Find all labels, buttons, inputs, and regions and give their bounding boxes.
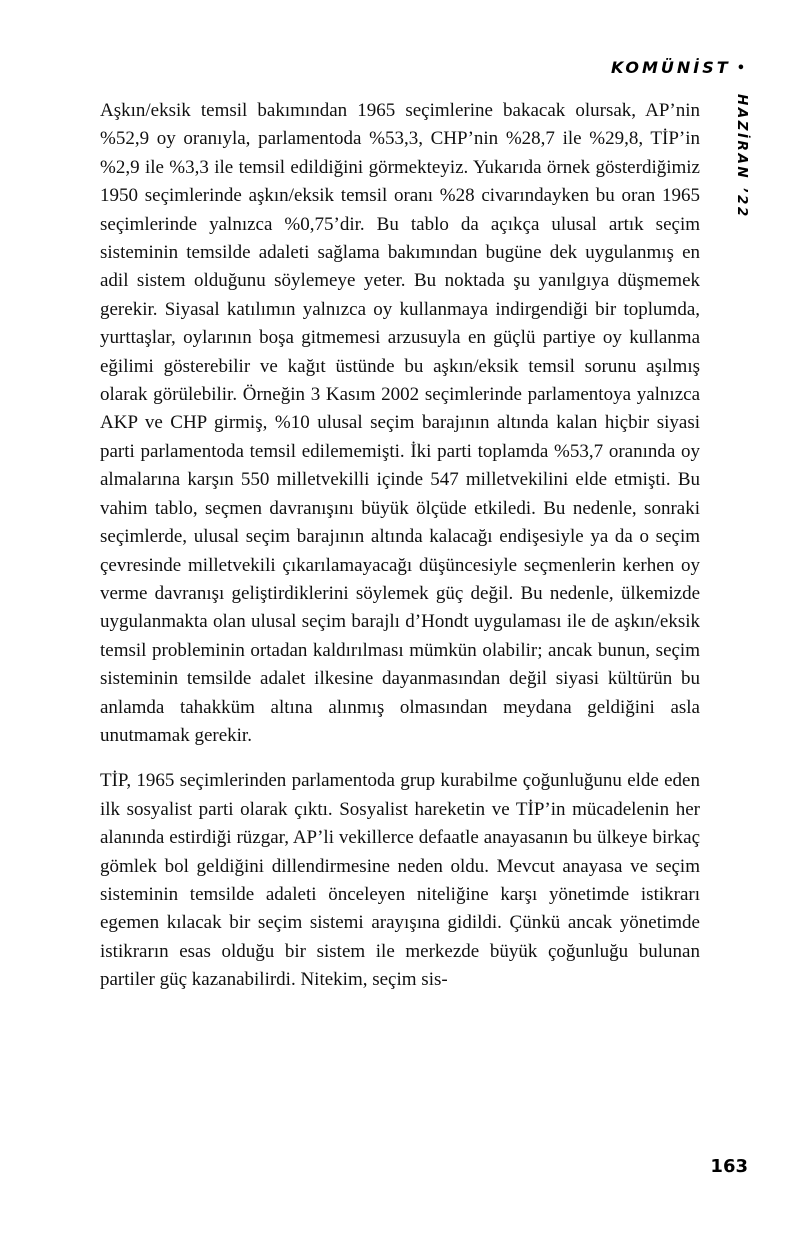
- page-number: 163: [710, 1156, 748, 1177]
- page-body-text: [100, 97, 700, 995]
- body-paragraph-1: Aşkın/eksik temsil bakımından 1965 seçimlerine bakacak olursak, AP’nin %52,9 oy oranıyla, parlamentoda %53,3, CHP’nin %28,7 ile %29,8, TİP’in %2,9 ile %3,3 ile temsil edildiğini görmekteyiz. Yukarıda örnek gösterdiğimiz 1950 seçimlerinde aşkın/eksik temsil oranı %28 civarındayken bu oran 1965 seçimlerinde yalnızca %0,75’dir. Bu tablo da açıkça ulusal artık seçim sisteminin temsilde adaleti sağlama bakımından bugüne dek uygulanmış en adil sistem olduğunu söylemeye yeter. Bu noktada şu yanılgıya düşmemek gerekir. Siyasal katılımın yalnızca oy kullanmaya indirgendiği bir toplumda, yurttaşlar, oylarının boşa gitmemesi arzusuyla en güçlü partiye oy kullanma eğilimi gösterebilir ve kağıt üstünde bu aşkın/eksik temsil sorunu aşılmış olarak görülebilir. Örneğin 3 Kasım 2002 seçimlerinde parlamentoya yalnızca AKP ve CHP girmiş, %10 ulusal seçim barajının altında kalan hiçbir siyasi parti parlamentoda temsil edilememişti. İki parti toplamda %53,7 oranında oy almalarına karşın 550 milletvekilli içinde 547 milletvekilini elde etmişti. Bu vahim tablo, seçmen davranışını büyük ölçüde etkiledi. Bu nedenle, sonraki seçimlerde, ulusal seçim barajının altında kalacağı endişesiyle ya da o seçim çevresinde milletvekili çıkarılamayacağı düşüncesiyle seçmenlerin kerhen oy verme davranışı geliştirdiklerini söylemek güç değil. Bu nedenle, ülkemizde uygulanmakta olan ulusal seçim barajlı d’Hondt uygulaması ile de aşkın/eksik temsil probleminin ortadan kaldırılması mümkün olabilir; ancak bunun, seçim sisteminin temsilde adalet ilkesine dayanmasından değil siyasi kültürün bu anlamda tahakküm altına alınmış olmasından meydana geldiğini asla unutmamak gerekir.: [100, 100, 700, 746]
- issue-label: HAZİRAN ’22: [734, 94, 750, 219]
- bullet-icon: •: [736, 61, 745, 76]
- journal-header: [611, 58, 745, 77]
- body-paragraph-2: TİP, 1965 seçimlerinden parlamentoda grup kurabilme çoğunluğunu elde eden ilk sosyalist parti olarak çıktı. Sosyalist hareketin ve TİP’in mücadelenin her alanında estirdiği rüzgar, AP’li vekillerce defaatle anayasanın bu ülkeye birkaç gömlek bol geldiğini dillendirmesine neden oldu. Mevcut anayasa ve seçim sisteminin temsilde adaleti önceleyen niteliğine karşı yönetimde istikrarı egemen kılacak bir seçim sistemi arayışına gidildi. Çünkü ancak yönetimde istikrarın esas olduğu bir sistem ile merkezde büyük çoğunluğu bulunan partiler güç kazanabilirdi. Nitekim, seçim sis-: [100, 770, 700, 991]
- journal-title: KOMÜNİST: [611, 58, 731, 77]
